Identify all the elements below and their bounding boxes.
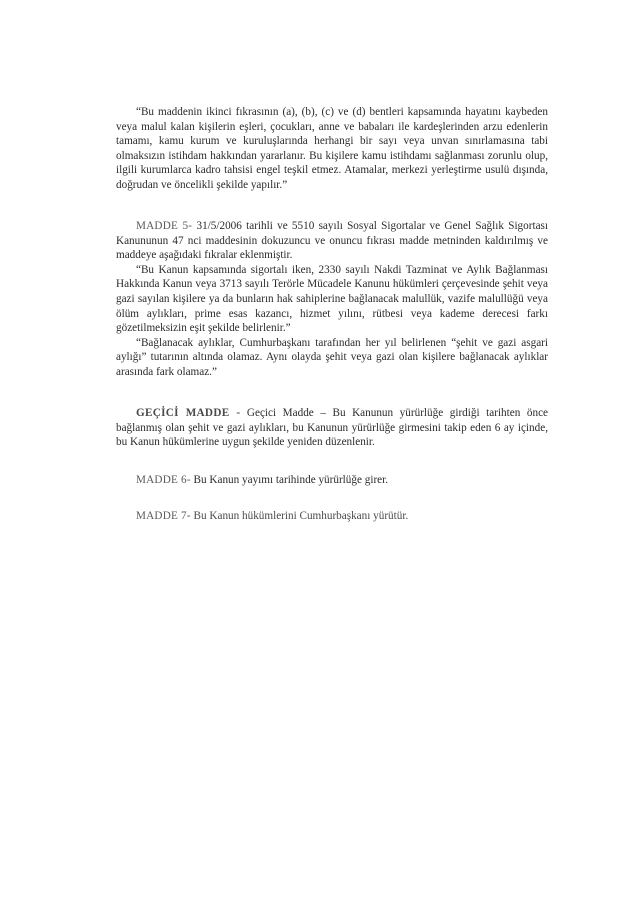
madde5-paragraph2: “Bağlanacak aylıklar, Cumhurbaşkanı tarafından her yıl belirlenen “şehit ve gazi asgari aylığı” tutarının altında olamaz. Aynı olayda şehit veya gazi olan kişilere bağlanacak aylıklar arasında fark olamaz.” — [116, 336, 548, 378]
quote-paragraph-block — [116, 105, 548, 193]
madde6-text: Bu Kanun yayımı tarihinde yürürlüğe girer. — [190, 474, 389, 486]
madde7-heading: MADDE 7- — [136, 510, 191, 522]
madde7-text: Bu Kanun hükümlerini Cumhurbaşkanı yürütür. — [190, 510, 409, 522]
madde5-intro: 31/5/2006 tarihli ve 5510 sayılı Sosyal Sigortalar ve Genel Sağlık Sigortası Kanununun 47 nci maddesinin dokuzuncu ve onuncu fıkrası madde metninden kaldırılmış ve maddeye aşağıdaki fıkralar eklenmiştir. — [116, 220, 548, 262]
madde5-paragraph1: “Bu Kanun kapsamında sigortalı iken, 2330 sayılı Nakdi Tazminat ve Aylık Bağlanması Hakkında Kanun veya 3713 sayılı Terörle Mücadele Kanunu hükümleri çerçevesinde şehit veya gazi sayılan kişilere ya da bunların hak sahiplerine bağlanacak malullük, vazife malullüğü veya ölüm aylıkları, prime esas kazancı, hizmet yılını, rütbesi veya kademe derecesi farkı gözetilmeksizin eşit şekilde belirlenir.” — [116, 263, 548, 335]
madde7-block — [116, 509, 548, 524]
gecici-madde-block — [116, 406, 548, 450]
madde6-heading: MADDE 6- — [136, 474, 191, 486]
gecici-madde-paragraph — [116, 406, 548, 450]
madde7-paragraph — [116, 509, 548, 524]
madde6-block — [116, 473, 548, 488]
quote-paragraph: “Bu maddenin ikinci fıkrasının (a), (b), (c) ve (d) bentleri kapsamında hayatını kaybeden veya malul kalan kişilerin eşleri, çocukları, anne ve babaları ile kardeşlerinden arzu edenlerin tamamı, kamu kurum ve kuruluşlarında herhangi bir sayı veya unvan sınırlamasına tabi olmaksızın istihdam hakkından yararlanır. Bu kişilere kamu istihdamı sağlanması zorunlu olup, ilgili kurumlarca kadro tahsisi engel teşkil etmez. Atamalar, merkezi yerleştirme usulü dışında, doğrudan ve öncelikli şekilde yapılır.” — [116, 106, 548, 191]
madde5-intro-paragraph — [116, 219, 548, 263]
madde5-block — [116, 219, 548, 380]
madde6-paragraph — [116, 473, 548, 488]
gecici-madde-heading: GEÇİCİ MADDE - — [136, 407, 241, 419]
gecici-madde-text: Geçici Madde – Bu Kanunun yürürlüğe girdiği tarihten önce bağlanmış olan şehit ve gazi aylıkları, bu Kanunun yürürlüğe girmesini takip eden 6 ay içinde, bu Kanun hükümlerine uygun şekilde yeniden düzenlenir. — [116, 407, 548, 449]
madde5-heading: MADDE 5- — [136, 220, 193, 232]
